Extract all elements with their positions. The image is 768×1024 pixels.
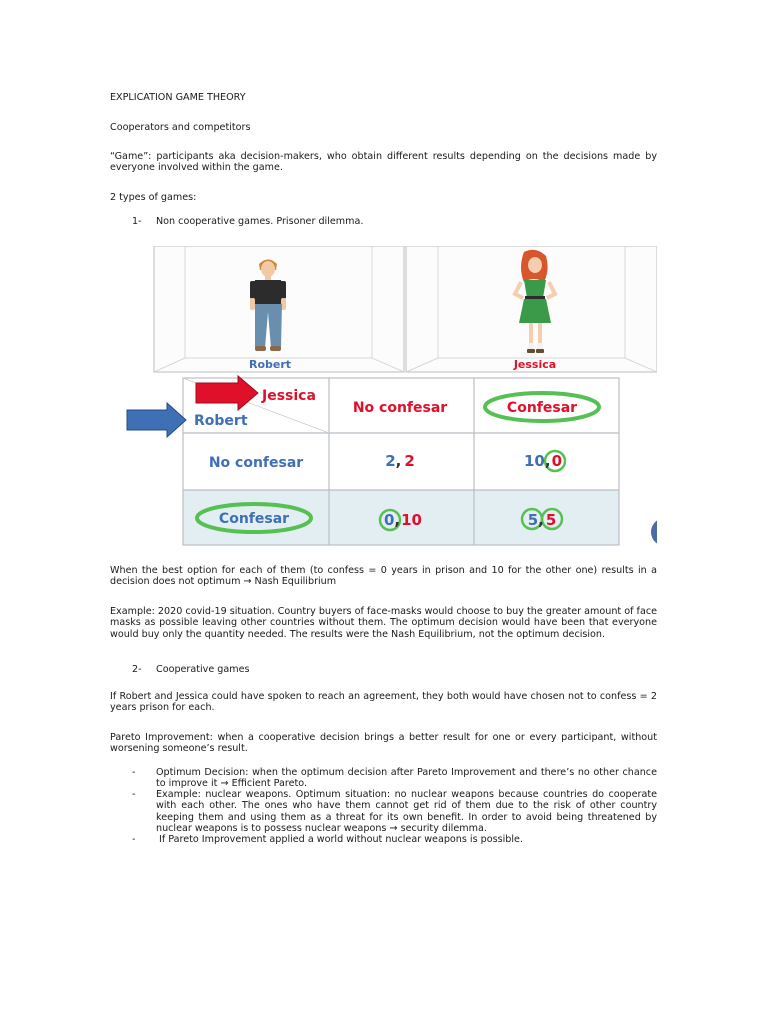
doc-subtitle: Cooperators and competitors [110,122,251,133]
game-definition: “Game”: participants aka decision-makers, who obtain different results depending on the decisions made by everyone involved within the game. [110,151,657,174]
robert-room-label: Robert [248,358,292,371]
cell-c-nc [384,511,422,529]
list-item-cooperative: Cooperative games [156,664,250,675]
table-corner-robert: Robert [194,413,248,429]
col-header-no-confesar: No confesar [352,400,448,416]
cell-c-c-robert: 5 [527,511,539,529]
bullet-optimum-decision: Optimum Decision: when the optimum decision after Pareto Improvement and there’s no other chance to improve it → Efficient Pareto. [156,767,657,790]
pareto-paragraph: Pareto Improvement: when a cooperative decision brings a better result for one or every participant, without worsening someone’s result. [110,732,657,755]
bullet-dash-3: - [132,834,136,845]
cell-nc-nc-robert: 2 [385,452,396,470]
cell-nc-nc-sep: , [395,452,402,470]
row-header-no-confesar: No confesar [208,455,304,471]
cell-nc-nc [385,452,415,470]
bullet-dash-2: - [132,789,136,800]
types-intro: 2 types of games: [110,192,197,203]
nash-paragraph: When the best option for each of them (to confess = 0 years in prison and 10 for the other one) results in a decision does not optimum → Nash Equilibrium [110,565,657,588]
jessica-room-label: Jessica [513,358,557,371]
agreement-paragraph: If Robert and Jessica could have spoken to reach an agreement, they both would have chosen not to confess = 2 years prison for each. [110,691,657,714]
list-number-2: 2- [132,664,142,675]
cell-nc-nc-jessica: 2 [404,452,415,470]
row-header-confesar: Confesar [218,511,290,527]
cell-c-c-jessica: 5 [545,511,557,529]
cell-nc-c-robert: 10 [523,452,545,470]
cell-nc-c [524,452,562,470]
list-item-non-cooperative: Non cooperative games. Prisoner dilemma. [156,216,364,227]
cell-c-nc-sep: , [394,511,401,529]
bullet-nuclear-example: Example: nuclear weapons. Optimum situation: no nuclear weapons because countries do cooperate with each other. The ones who have them cannot get rid of them due to the risk of other country keeping them and using them as a threat for its own benefit. In order to avoid being threatened by nuclear weapons is to possess nuclear weapons → security dilemma. [156,789,657,835]
prisoner-dilemma-figure [110,246,657,546]
table-corner-jessica: Jessica [262,388,316,404]
cell-c-nc-robert: 0 [383,511,395,529]
col-header-confesar: Confesar [506,400,578,416]
cell-nc-c-sep: , [544,452,551,470]
doc-title: EXPLICATION GAME THEORY [110,92,246,103]
example-paragraph: Example: 2020 covid-19 situation. Country buyers of face-masks would choose to buy the greater amount of face masks as possible leaving other countries without them. The optimum decision would have been that everyone would buy only the quantity needed. The results were the Nash Equilibrium, not the optimum decision. [110,606,657,640]
bullet-dash-1: - [132,767,136,778]
cell-c-c [528,511,557,529]
cell-c-c-sep: , [538,511,544,529]
bullet-pareto-applied: If Pareto Improvement applied a world without nuclear weapons is possible. [159,834,523,845]
cell-c-nc-jessica: 10 [401,511,423,529]
list-number-1: 1- [132,216,142,227]
cell-nc-c-jessica: 0 [551,452,563,470]
